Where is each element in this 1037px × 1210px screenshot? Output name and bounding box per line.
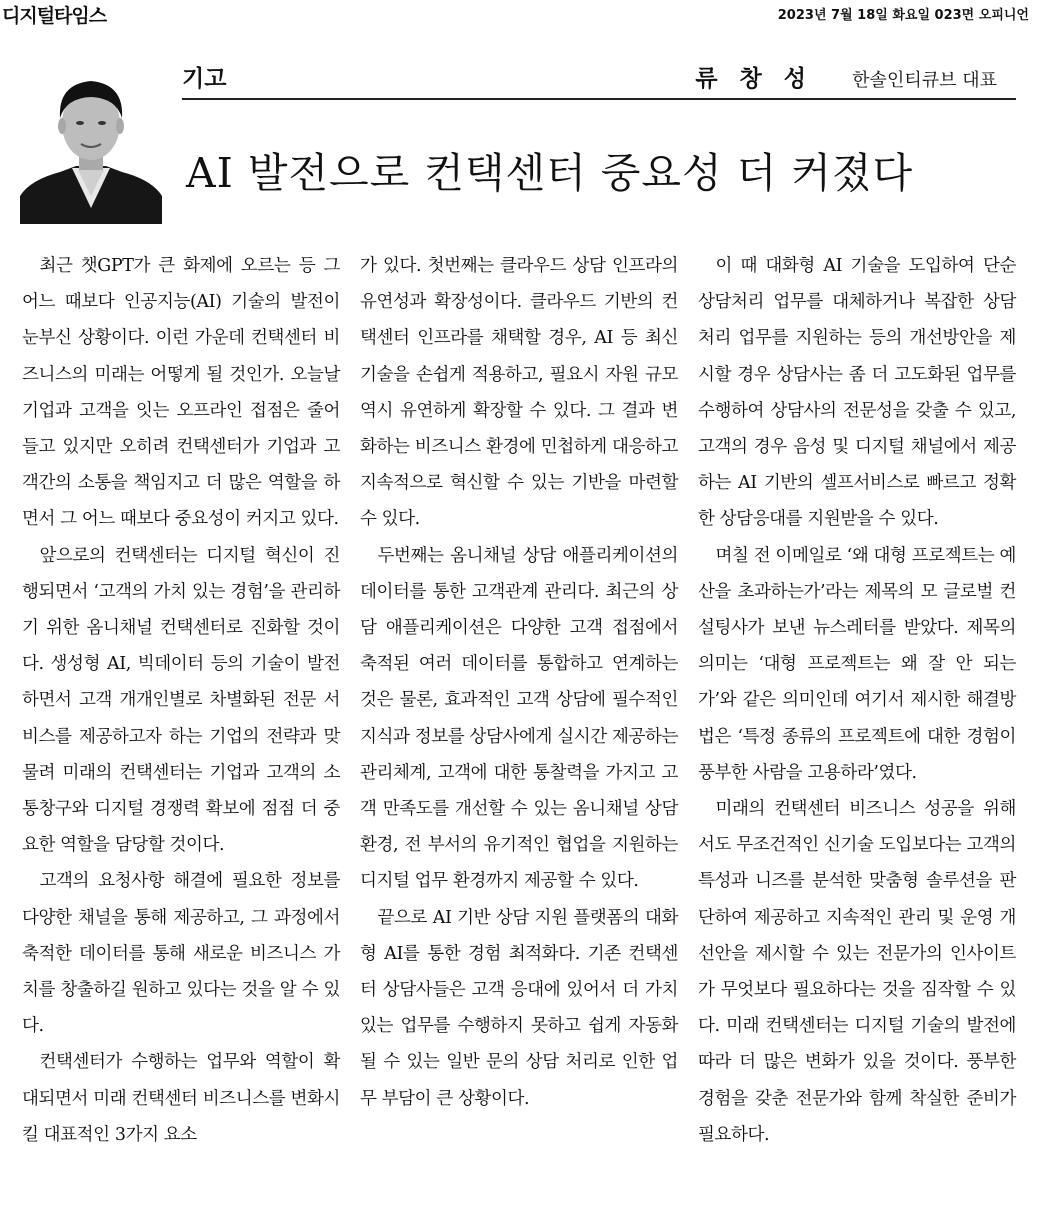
- article-column-2: [360, 248, 678, 1117]
- paragraph: 최근 챗GPT가 큰 화제에 오르는 등 그 어느 때보다 인공지능(AI) 기술의 발전이 눈부신 상황이다. 이런 가운데 컨택센터 비즈니스의 미래는 어떻게 될 것인가. 오늘날 기업과 고객을 잇는 오프라인 접점은 줄어들고 있지만 오히려 컨택센터가 기업과 고객간의 소통을 책임지고 더 많은 역할을 하면서 그 어느 때보다 중요성이 커지고 있다.: [22, 256, 340, 530]
- paragraph: 고객의 요청사항 해결에 필요한 정보를 다양한 채널을 통해 제공하고, 그 과정에서 축적한 데이터를 통해 새로운 비즈니스 가치를 창출하길 원하고 있다는 것을 알 수 있다.: [22, 871, 340, 1037]
- article-column-1: [22, 248, 340, 1153]
- paragraph: 가 있다. 첫번째는 클라우드 상담 인프라의 유연성과 확장성이다. 클라우드 기반의 컨택센터 인프라를 채택할 경우, AI 등 최신 기술을 손쉽게 적용하고, 필요시 자원 규모 역시 유연하게 확장할 수 있다. 그 결과 변화하는 비즈니스 환경에 민첩하게 대응하고 지속적으로 혁신할 수 있는 기반을 마련할 수 있다.: [360, 256, 678, 530]
- paragraph: 앞으로의 컨택센터는 디지털 혁신이 진행되면서 ‘고객의 가치 있는 경험’을 관리하기 위한 옴니채널 컨택센터로 진화할 것이다. 생성형 AI, 빅데이터 등의 기술이 발전하면서 고객 개개인별로 차별화된 전문 서비스를 제공하고자 하는 기업의 전략과 맞물려 미래의 컨택센터는 기업과 고객의 소통창구와 디지털 경쟁력 확보에 점점 더 중요한 역할을 담당할 것이다.: [22, 545, 340, 856]
- section-label: 기고: [182, 66, 227, 92]
- author-position: 한솔인티큐브 대표: [852, 70, 997, 91]
- author-photo: [20, 68, 162, 224]
- header-rule: [182, 98, 1016, 100]
- paragraph: 며칠 전 이메일로 ‘왜 대형 프로젝트는 예산을 초과하는가’라는 제목의 모 글로벌 컨설팅사가 보낸 뉴스레터를 받았다. 제목의 의미는 ‘대형 프로젝트는 왜 잘 안 되는가’와 같은 의미인데 여기서 제시한 해결방법은 ‘특정 종류의 프로젝트에 대한 경험이 풍부한 사람을 고용하라’였다.: [698, 545, 1016, 783]
- newspaper-header: [0, 0, 1037, 28]
- paragraph: 이 때 대화형 AI 기술을 도입하여 단순 상담처리 업무를 대체하거나 복잡한 상담 처리 업무를 지원하는 등의 개선방안을 제시할 경우 상담사는 좀 더 고도화된 업무를 수행하여 상담사의 전문성을 갖출 수 있고, 고객의 경우 음성 및 디지털 채널에서 제공하는 AI 기반의 셀프서비스로 빠르고 정확한 상담응대를 지원받을 수 있다.: [698, 256, 1016, 530]
- author-name: 류 창 성: [695, 66, 813, 92]
- author-portrait-image: [20, 68, 162, 224]
- dateline: 2023년 7월 18일 화요일 023면 오피니언: [777, 8, 1029, 23]
- headline: AI 발전으로 컨택센터 중요성 더 커졌다: [186, 149, 914, 197]
- newspaper-logo: 디지털타임스: [2, 5, 107, 27]
- paragraph: 두번째는 옴니채널 상담 애플리케이션의 데이터를 통한 고객관계 관리다. 최근의 상담 애플리케이션은 다양한 고객 접점에서 축적된 여러 데이터를 통합하고 연계하는 것은 물론, 효과적인 고객 상담에 필수적인 지식과 정보를 상담사에게 실시간 제공하는 관리체계, 고객에 대한 통찰력을 가지고 고객 만족도를 개선할 수 있는 옴니채널 상담 환경, 전 부서의 유기적인 협업을 지원하는 디지털 업무 환경까지 제공할 수 있다.: [360, 545, 678, 892]
- paragraph: 미래의 컨택센터 비즈니스 성공을 위해서도 무조건적인 신기술 도입보다는 고객의 특성과 니즈를 분석한 맞춤형 솔루션을 판단하여 제공하고 지속적인 관리 및 운영 개선안을 제시할 수 있는 전문가의 인사이트가 무엇보다 필요하다는 것을 짐작할 수 있다. 미래 컨택센터는 디지털 기술의 발전에 따라 더 많은 변화가 있을 것이다. 풍부한 경험을 갖춘 전문가와 함께 착실한 준비가 필요하다.: [698, 799, 1016, 1145]
- paragraph: 끝으로 AI 기반 상담 지원 플랫폼의 대화형 AI를 통한 경험 최적화다. 기존 컨택센터 상담사들은 고객 응대에 있어서 더 가치 있는 업무를 수행하지 못하고 쉽게 자동화될 수 있는 일반 문의 상담 처리로 인한 업무 부담이 큰 상황이다.: [360, 907, 678, 1109]
- paragraph: 컨택센터가 수행하는 업무와 역할이 확대되면서 미래 컨택센터 비즈니스를 변화시킬 대표적인 3가지 요소: [22, 1052, 340, 1145]
- article-column-3: [698, 248, 1016, 1153]
